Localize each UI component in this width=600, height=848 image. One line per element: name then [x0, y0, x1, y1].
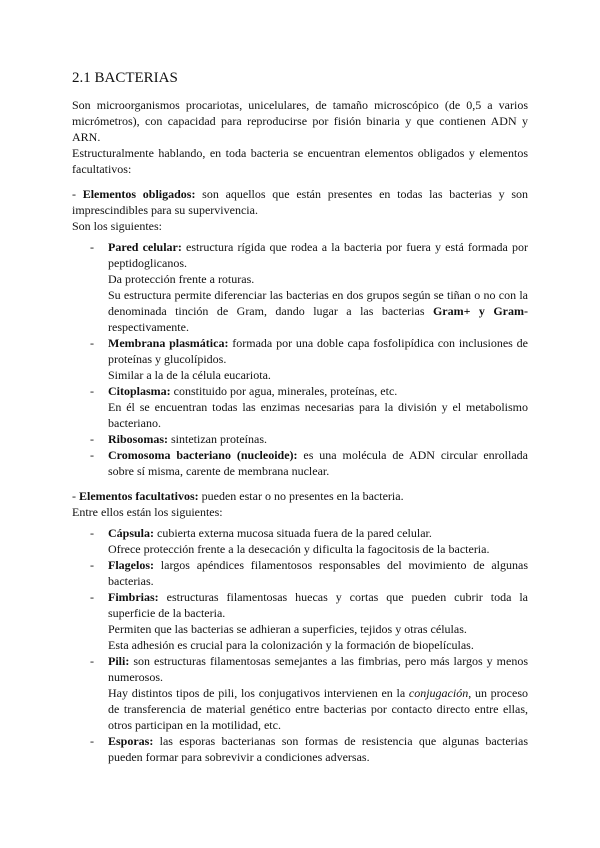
intro-structure-paragraph: Estructuralmente hablando, en toda bacteria se encuentran elementos obligados y elementos facultativos: — [72, 146, 528, 176]
list-item-esporas: - Esporas: las esporas bacterianas son formas de resistencia que algunas bacterias pueden formar para sobrevivir a condiciones adversas. — [90, 734, 528, 764]
list-item-flagelos: - Flagelos: largos apéndices filamentosos responsables del movimiento de algunas bacterias. — [90, 558, 529, 588]
list-item-citoplasma: - Citoplasma: constituido por agua, minerales, proteínas, etc. En él se encuentran todas las enzimas necesarias para la división y el metabolismo bacteriano. — [90, 384, 528, 430]
list-item-membrana: - Membrana plasmática: formada por una doble capa fosfolipídica con inclusiones de proteínas y glucolípidos. Similar a la de la célula eucariota. — [90, 336, 528, 382]
list-item-cromosoma: - Cromosoma bacteriano (nucleoide): es una molécula de ADN circular enrollada sobre sí misma, carente de membrana nuclear. — [90, 448, 529, 478]
list-item-fimbrias: - Fimbrias: estructuras filamentosas huecas y cortas que pueden cubrir toda la superficie de la bacteria. Permiten que las bacterias se adhieran a superficies, tejidos y otras células. Esta adhesión es crucial para la colonización y la formación de biopelículas. — [90, 590, 528, 652]
facultativos-list — [72, 525, 528, 765]
list-item-pili: - Pili: son estructuras filamentosas semejantes a las fimbrias, pero más largos y menos numerosos. Hay distintos tipos de pili, los conjugativos intervienen en la conjugación, un proceso de transferencia de material genético entre bacterias por contacto directo entre ellas, otros participan en la motilidad, etc. — [90, 654, 528, 732]
list-item-capsula: - Cápsula: cubierta externa mucosa situada fuera de la pared celular. Ofrece protección frente a la desecación y dificulta la fagocitosis de la bacteria. — [90, 526, 490, 556]
list-item-pared: - Pared celular: estructura rígida que rodea a la bacteria por fuera y está formada por peptidoglicanos. Da protección frente a roturas. Su estructura permite diferenciar las bacterias en dos grupos según se tiñan o no con la denominada tinción de Gram, dando lugar a las bacterias Gram+ y Gram- respectivamente. — [90, 240, 529, 334]
obligados-heading: - Elementos obligados: son aquellos que están presentes en todas las bacterias y son imprescindibles para su supervivencia. — [72, 187, 528, 217]
obligados-label: Elementos obligados: — [82, 187, 196, 201]
list-item-ribosomas: - Ribosomas: sintetizan proteínas. — [90, 432, 267, 446]
facultativos-lead: Entre ellos están los siguientes: — [72, 505, 223, 519]
intro-paragraph: Son microorganismos procariotas, unicelulares, de tamaño microscópico (de 0,5 a varios micrómetros), con capacidad para reproducirse por fisión binaria y que contienen ADN y ARN. — [72, 98, 528, 144]
facultativos-heading: - Elementos facultativos: pueden estar o no presentes en la bacteria. — [72, 489, 404, 503]
obligados-lead: Son los siguientes: — [72, 219, 163, 233]
obligados-list — [72, 239, 528, 479]
section-title: 2.1 BACTERIAS — [72, 70, 178, 86]
document-page — [72, 70, 528, 765]
facultativos-label: Elementos facultativos: — [79, 489, 199, 503]
